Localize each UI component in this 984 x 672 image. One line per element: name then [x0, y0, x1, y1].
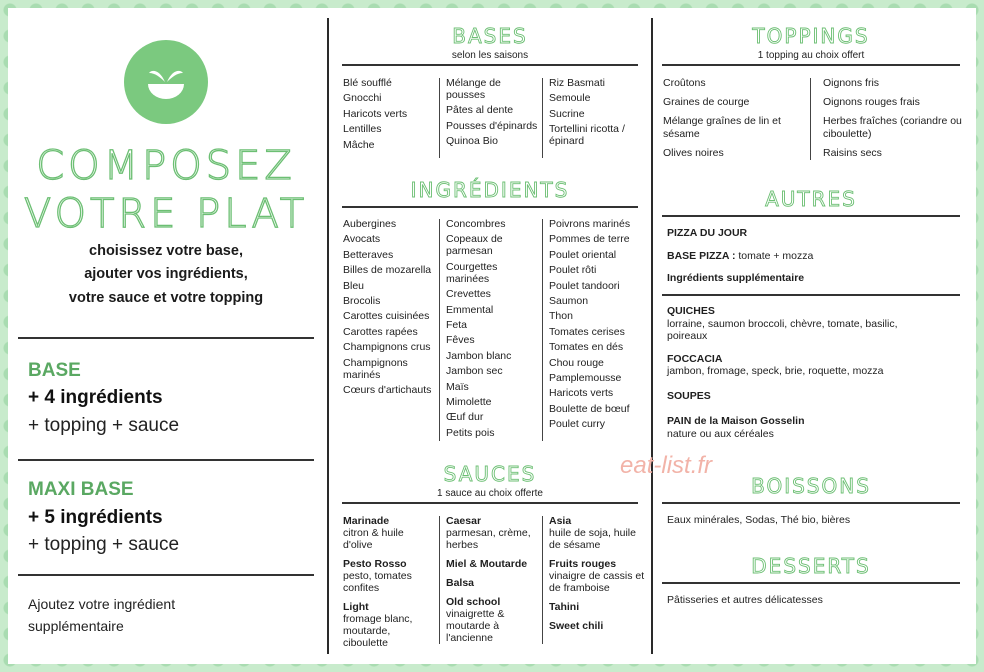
list-item: Mimolette: [446, 395, 492, 408]
list-item: Fêves: [446, 334, 475, 347]
subtitle-line2: ajouter vos ingrédients,: [84, 266, 248, 282]
other-items-block: [667, 305, 907, 440]
list-item: Riz Basmati: [549, 77, 606, 89]
soupes-title: SOUPES: [667, 389, 711, 402]
foccacia-title: FOCCACIA: [667, 352, 723, 365]
bowl-icon: [124, 40, 208, 124]
list-item: Courgettes marinées: [446, 260, 498, 285]
list-item: Quinoa Bio: [446, 135, 498, 148]
boissons-desc: Eaux minérales, Sodas, Thé bio, bières: [667, 514, 851, 526]
sauce-desc: fromage blanc, moutarde, ciboulette: [343, 613, 413, 649]
list-item: Jambon blanc: [446, 349, 512, 362]
list-item: Champignons crus: [343, 341, 431, 354]
list-item: Semoule: [549, 92, 591, 105]
foccacia-desc: jambon, fromage, speck, brie, roquette, mozza: [667, 365, 884, 377]
extra-ingredient-line2: supplémentaire: [28, 618, 124, 634]
list-item: Carottes cuisinées: [343, 310, 430, 323]
list-item: Copeaux de parmesan: [446, 233, 503, 258]
list-item: Olives noires: [663, 146, 724, 159]
pain-desc: nature ou aux céréales: [667, 427, 774, 440]
list-item: Betteraves: [343, 248, 394, 261]
sauce-name: Pesto Rosso: [343, 558, 407, 570]
list-item: Mélange graînes de lin et sésame: [663, 115, 781, 140]
list-item: Crevettes: [446, 288, 491, 301]
sauce-item: [343, 515, 435, 551]
autres-rule: [662, 215, 960, 217]
list-item: Concombres: [446, 218, 506, 230]
bases-col2: [446, 77, 538, 151]
subtitle-line1: choisissez votre base,: [89, 243, 243, 259]
list-item: Tortellini ricotta / épinard: [549, 123, 625, 148]
sauce-name: Caesar: [446, 515, 482, 527]
list-item: Oignons rouges frais: [823, 96, 920, 108]
sauce-item: [549, 515, 645, 551]
option-base-ingredients: + 4 ingrédients: [28, 387, 163, 408]
list-item: Mâche: [343, 138, 375, 151]
boissons-rule: [662, 502, 960, 504]
ingredients-col1: [343, 218, 435, 399]
desserts-rule: [662, 582, 960, 584]
sauce-desc: parmesan, crème, herbes: [446, 527, 531, 551]
left-separator-3: [18, 574, 314, 576]
list-item: Pâtes al dente: [446, 104, 514, 117]
bases-col-divider-1: [439, 78, 440, 158]
toppings-title: TOPPINGS: [752, 24, 870, 48]
sauces-col1: [343, 515, 435, 656]
ingredients-supplementaire: Ingrédients supplémentaire: [667, 272, 805, 284]
ingredients-col-divider-1: [439, 219, 440, 441]
toppings-col1: [663, 77, 803, 162]
list-item: Haricots verts: [549, 387, 614, 400]
base-pizza-desc: tomate + mozza: [735, 249, 814, 262]
pizza-block: [667, 227, 957, 285]
option-base-title: BASE: [28, 360, 81, 381]
left-separator-2: [18, 459, 314, 461]
sauce-name: Old school: [446, 596, 501, 608]
list-item: Jambon sec: [446, 365, 503, 378]
sauce-item: [549, 558, 645, 594]
list-item: Champignons marinés: [343, 356, 408, 381]
option-maxi-title: MAXI BASE: [28, 479, 134, 500]
list-item: Aubergines: [343, 218, 397, 230]
sauces-rule: [342, 502, 638, 504]
sauce-name: Sweet chili: [549, 620, 604, 632]
sauces-col2: [446, 515, 538, 651]
bases-col3: [549, 77, 641, 151]
sauce-item: [446, 558, 538, 570]
desserts-desc: Pâtisseries et autres délicatesses: [667, 594, 823, 606]
list-item: Oignons fris: [823, 77, 880, 89]
list-item: Œuf dur: [446, 411, 484, 424]
sauce-name: Tahini: [549, 601, 580, 613]
list-item: Graines de courge: [663, 96, 750, 108]
list-item: Pousses d'épinards: [446, 119, 538, 132]
list-item: Billes de mozarella: [343, 264, 432, 277]
sauce-item: [343, 601, 435, 649]
sauce-desc: huile de soja, huile de sésame: [549, 527, 636, 551]
autres-title: AUTRES: [765, 187, 857, 211]
ingredients-col-divider-2: [542, 219, 543, 441]
list-item: Poulet tandoori: [549, 279, 620, 292]
bases-subtitle: selon les saisons: [451, 50, 529, 61]
toppings-col2: [823, 77, 963, 162]
sauce-name: Balsa: [446, 577, 475, 589]
list-item: Raisins secs: [823, 146, 882, 159]
list-item: Petits pois: [446, 426, 495, 439]
bases-col1: [343, 77, 433, 154]
main-title-line2: VOTRE PLAT: [23, 191, 309, 237]
quiches-title: QUICHES: [667, 305, 715, 317]
list-item: Chou rouge: [549, 356, 604, 369]
list-item: Tomates en dés: [549, 341, 624, 354]
main-title-line1: COMPOSEZ: [36, 143, 296, 189]
sauce-name: Fruits rouges: [549, 558, 617, 570]
list-item: Feta: [446, 318, 468, 331]
ingredients-title: INGRÉDIENTS: [410, 178, 570, 202]
sauce-item: [446, 596, 538, 644]
list-item: Maïs: [446, 380, 469, 393]
sauce-desc: citron & huile d'olive: [343, 527, 404, 551]
list-item: Poulet oriental: [549, 248, 617, 261]
bases-title: BASES: [452, 24, 528, 48]
list-item: Cœurs d'artichauts: [343, 383, 432, 396]
list-item: Lentilles: [343, 123, 382, 136]
toppings-col-divider: [810, 78, 811, 160]
quiches-desc: lorraine, saumon broccoli, chèvre, tomate, basilic, poireaux: [667, 317, 898, 342]
list-item: Sucrine: [549, 107, 585, 120]
option-base-extras: + topping + sauce: [28, 415, 180, 436]
bases-rule: [342, 64, 638, 66]
bowl-logo: [124, 40, 208, 124]
watermark: eat-list.fr: [620, 452, 713, 479]
list-item: Poulet curry: [549, 418, 606, 431]
list-item: Brocolis: [343, 294, 381, 307]
list-item: Bleu: [343, 279, 365, 292]
pain-title: PAIN de la Maison Gosselin: [667, 415, 805, 427]
sauces-title: SAUCES: [443, 462, 537, 486]
sauce-item: [446, 577, 538, 589]
sauces-subtitle: 1 sauce au choix offerte: [437, 488, 543, 499]
list-item: Avocats: [343, 233, 381, 246]
ingredients-rule: [342, 206, 638, 208]
ingredients-col2: [446, 218, 538, 442]
bases-col-divider-2: [542, 78, 543, 158]
list-item: Mélange de pousses: [446, 77, 501, 101]
list-item: Herbes fraîches (coriandre ou ciboulette): [823, 115, 962, 140]
sauce-name: Light: [343, 601, 369, 613]
pizza-du-jour: PIZZA DU JOUR: [667, 227, 748, 239]
list-item: Gnocchi: [343, 92, 382, 105]
sauces-col-divider-2: [542, 516, 543, 644]
list-item: Pamplemousse: [549, 371, 622, 384]
base-pizza-label: BASE PIZZA :: [667, 249, 736, 262]
divider-right: [651, 18, 653, 654]
list-item: Boulette de bœuf: [549, 402, 630, 415]
sauce-item: [446, 515, 538, 551]
sauce-item: [343, 558, 435, 594]
sauce-desc: pesto, tomates confites: [343, 570, 412, 594]
list-item: Pommes de terre: [549, 233, 630, 246]
left-separator-1: [18, 337, 314, 339]
subtitle-line3: votre sauce et votre topping: [68, 290, 264, 306]
list-item: Saumon: [549, 294, 589, 307]
option-maxi-extras: + topping + sauce: [28, 534, 180, 555]
base-pizza-line: [667, 250, 957, 263]
sauces-col3: [549, 515, 645, 639]
boissons-title: BOISSONS: [751, 474, 871, 498]
sauce-item: [549, 620, 645, 632]
sauce-item: [549, 601, 645, 613]
extra-ingredient-line1: Ajoutez votre ingrédient: [28, 596, 176, 612]
list-item: Haricots verts: [343, 107, 408, 120]
divider-left: [327, 18, 329, 654]
ingredients-col3: [549, 218, 643, 433]
sauce-name: Marinade: [343, 515, 390, 527]
desserts-title: DESSERTS: [751, 554, 871, 578]
list-item: Carottes rapées: [343, 325, 418, 338]
list-item: Poivrons marinés: [549, 218, 631, 230]
list-item: Blé soufflé: [343, 77, 392, 89]
list-item: Emmental: [446, 303, 494, 316]
sauce-name: Asia: [549, 515, 572, 527]
list-item: Croûtons: [663, 77, 706, 89]
option-maxi-ingredients: + 5 ingrédients: [28, 507, 163, 528]
sauces-col-divider-1: [439, 516, 440, 644]
list-item: Thon: [549, 310, 573, 323]
sauce-name: Miel & Moutarde: [446, 558, 528, 570]
toppings-rule: [662, 64, 960, 66]
list-item: Poulet rôti: [549, 264, 597, 277]
sauce-desc: vinaigre de cassis et de framboise: [549, 570, 645, 594]
sauce-desc: vinaigrette & moutarde à l'ancienne: [446, 608, 505, 644]
autres-rule-2: [662, 294, 960, 296]
list-item: Tomates cerises: [549, 325, 625, 338]
toppings-subtitle: 1 topping au choix offert: [757, 50, 865, 61]
